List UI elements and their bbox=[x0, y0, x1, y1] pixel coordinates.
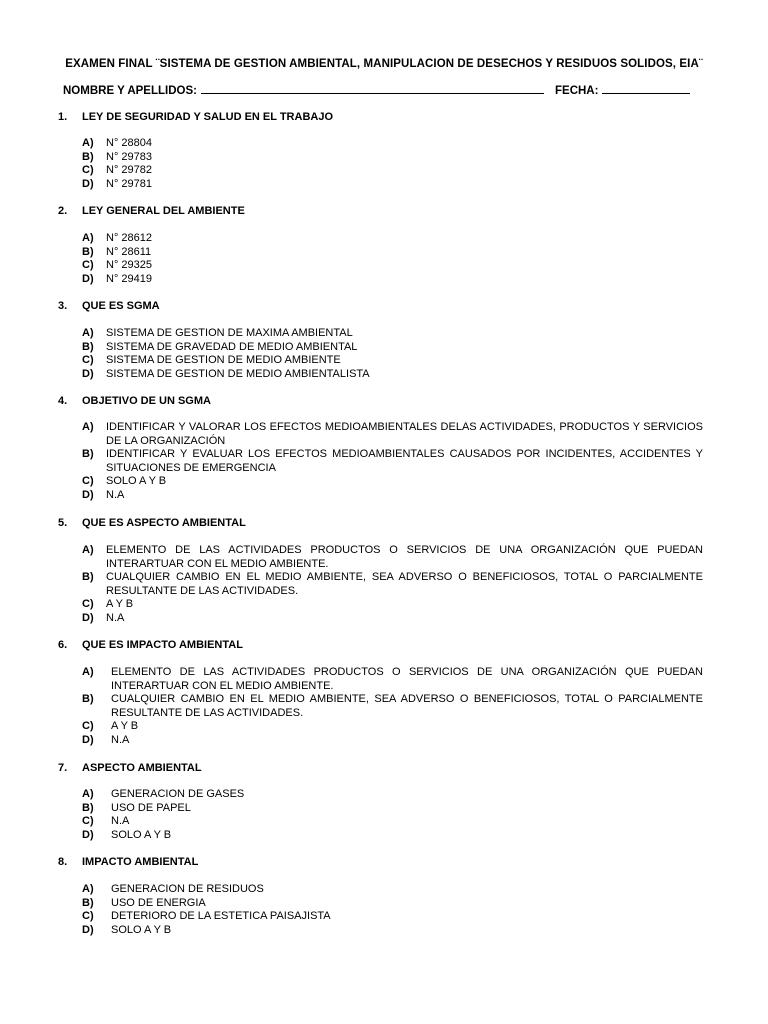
option-item bbox=[82, 341, 703, 355]
option-letter: B) bbox=[82, 693, 94, 706]
option-text: GENERACION DE RESIDUOS bbox=[111, 883, 264, 895]
option-item bbox=[82, 788, 703, 802]
exam-title: EXAMEN FINAL ¨SISTEMA DE GESTION AMBIENTAL, MANIPULACION DE DESECHOS Y RESIDUOS SOLIDOS, EIA¨ bbox=[65, 58, 703, 70]
option-letter: A) bbox=[82, 421, 94, 433]
option-text: SOLO A Y B bbox=[106, 475, 167, 488]
option-letter: B) bbox=[82, 896, 94, 909]
option-letter: B) bbox=[82, 150, 94, 163]
question-number: 8. bbox=[58, 856, 68, 868]
option-letter: A) bbox=[82, 883, 94, 895]
option-text: A Y B bbox=[106, 598, 134, 611]
date-blank[interactable] bbox=[602, 83, 690, 94]
option-item bbox=[82, 910, 703, 924]
question-text: QUE ES ASPECTO AMBIENTAL bbox=[82, 517, 246, 529]
option-letter: B) bbox=[82, 801, 94, 814]
question-text: ASPECTO AMBIENTAL bbox=[82, 762, 202, 774]
option-letter: D) bbox=[82, 488, 94, 501]
question-number: 2. bbox=[58, 205, 68, 217]
option-letter: C) bbox=[82, 164, 94, 177]
question-text: QUE ES SGMA bbox=[82, 300, 160, 312]
option-letter: D) bbox=[82, 611, 94, 624]
question-number: 1. bbox=[58, 111, 68, 123]
option-text: USO DE PAPEL bbox=[111, 801, 191, 814]
option-item bbox=[82, 368, 703, 382]
question-text: OBJETIVO DE UN SGMA bbox=[82, 395, 211, 407]
option-letter: B) bbox=[82, 448, 94, 461]
option-item bbox=[82, 598, 703, 612]
option-list bbox=[82, 137, 703, 191]
option-text: N° 29325 bbox=[106, 259, 152, 272]
option-letter: A) bbox=[82, 137, 94, 149]
option-letter: D) bbox=[82, 272, 94, 285]
option-text: N° 29782 bbox=[106, 164, 152, 177]
option-text: N° 29419 bbox=[106, 272, 152, 285]
option-letter: B) bbox=[82, 571, 94, 584]
option-text: SOLO A Y B bbox=[111, 923, 172, 936]
option-text: N° 29783 bbox=[106, 150, 152, 163]
question-number: 6. bbox=[58, 639, 68, 651]
option-letter: C) bbox=[82, 475, 94, 488]
option-text: N° 29781 bbox=[106, 177, 152, 190]
option-letter: A) bbox=[82, 327, 94, 339]
name-date-line bbox=[63, 83, 703, 97]
option-item bbox=[82, 829, 703, 843]
option-text: A Y B bbox=[111, 720, 139, 733]
option-item bbox=[82, 815, 703, 829]
option-text: N.A bbox=[106, 488, 125, 501]
question-heading bbox=[58, 300, 160, 312]
question-text: QUE ES IMPACTO AMBIENTAL bbox=[82, 639, 243, 651]
name-label: NOMBRE Y APELLIDOS: bbox=[63, 85, 197, 97]
option-item bbox=[82, 489, 703, 503]
question-heading bbox=[58, 517, 246, 529]
question-heading bbox=[58, 205, 245, 217]
option-item bbox=[82, 612, 703, 626]
option-text: IDENTIFICAR Y VALORAR LOS EFECTOS MEDIOAMBIENTALES DELAS ACTIVIDADES, PRODUCTOS Y SERVICIOS DE LA ORGANIZACIÓN bbox=[106, 421, 703, 447]
option-text: N.A bbox=[111, 815, 130, 828]
option-letter: C) bbox=[82, 720, 94, 733]
option-item bbox=[82, 178, 703, 192]
option-text: N.A bbox=[111, 733, 130, 746]
question-heading bbox=[58, 639, 243, 651]
option-item bbox=[82, 164, 703, 178]
option-text: N.A bbox=[106, 611, 125, 624]
option-item bbox=[82, 571, 703, 598]
option-item bbox=[82, 421, 703, 448]
option-text: SISTEMA DE GESTION DE MEDIO AMBIENTALISTA bbox=[106, 367, 370, 380]
option-letter: D) bbox=[82, 733, 94, 746]
option-item bbox=[82, 924, 703, 938]
question-number: 3. bbox=[58, 300, 68, 312]
date-group bbox=[555, 83, 690, 97]
option-letter: A) bbox=[82, 788, 94, 800]
question-text: LEY DE SEGURIDAD Y SALUD EN EL TRABAJO bbox=[82, 111, 334, 123]
option-letter: C) bbox=[82, 259, 94, 272]
option-item bbox=[82, 693, 703, 720]
option-item bbox=[82, 232, 703, 246]
question-number: 4. bbox=[58, 395, 68, 407]
option-item bbox=[82, 354, 703, 368]
option-letter: C) bbox=[82, 354, 94, 367]
option-item bbox=[82, 151, 703, 165]
option-letter: D) bbox=[82, 177, 94, 190]
option-text: N° 28611 bbox=[106, 245, 152, 258]
option-letter: D) bbox=[82, 367, 94, 380]
question-number: 7. bbox=[58, 762, 68, 774]
option-list bbox=[82, 883, 703, 937]
option-text: ELEMENTO DE LAS ACTIVIDADES PRODUCTOS O SERVICIOS DE UNA ORGANIZACIÓN QUE PUEDAN INTERARTUAR CON EL MEDIO AMBIENTE. bbox=[111, 666, 703, 692]
option-list bbox=[82, 327, 703, 381]
option-list bbox=[82, 421, 703, 503]
question-text: IMPACTO AMBIENTAL bbox=[82, 856, 199, 868]
option-letter: A) bbox=[82, 666, 94, 678]
question-number: 5. bbox=[58, 517, 68, 529]
option-text: ELEMENTO DE LAS ACTIVIDADES PRODUCTOS O SERVICIOS DE UNA ORGANIZACIÓN QUE PUEDAN INTERARTUAR CON EL MEDIO AMBIENTE. bbox=[106, 544, 703, 570]
option-item bbox=[82, 666, 703, 693]
option-text: GENERACION DE GASES bbox=[111, 788, 245, 800]
option-item bbox=[82, 802, 703, 816]
option-item bbox=[82, 475, 703, 489]
option-letter: B) bbox=[82, 245, 94, 258]
option-text: CUALQUIER CAMBIO EN EL MEDIO AMBIENTE, SEA ADVERSO O BENEFICIOSOS, TOTAL O PARCIALMENTE RESULTANTE DE LAS ACTIVIDADES. bbox=[106, 571, 703, 597]
option-item bbox=[82, 734, 703, 748]
option-letter: C) bbox=[82, 815, 94, 828]
option-item bbox=[82, 897, 703, 911]
date-label: FECHA: bbox=[555, 85, 599, 97]
option-text: SISTEMA DE GESTION DE MEDIO AMBIENTE bbox=[106, 354, 341, 367]
question-heading bbox=[58, 395, 211, 407]
option-letter: C) bbox=[82, 910, 94, 923]
option-text: CUALQUIER CAMBIO EN EL MEDIO AMBIENTE, SEA ADVERSO O BENEFICIOSOS, TOTAL O PARCIALMENTE RESULTANTE DE LAS ACTIVIDADES. bbox=[111, 693, 703, 719]
option-item bbox=[82, 137, 703, 151]
question-heading bbox=[58, 856, 198, 868]
option-item bbox=[82, 259, 703, 273]
option-item bbox=[82, 720, 703, 734]
question-heading bbox=[58, 762, 202, 774]
option-list bbox=[82, 232, 703, 286]
question-heading bbox=[58, 111, 333, 123]
option-text: SISTEMA DE GESTION DE MAXIMA AMBIENTAL bbox=[106, 327, 353, 339]
option-text: SOLO A Y B bbox=[111, 828, 172, 841]
option-list bbox=[82, 544, 703, 626]
option-list bbox=[82, 666, 703, 748]
option-letter: A) bbox=[82, 544, 94, 556]
option-text: IDENTIFICAR Y EVALUAR LOS EFECTOS MEDIOAMBIENTALES CAUSADOS POR INCIDENTES, ACCIDENTES Y SITUACIONES DE EMERGENCIA bbox=[106, 448, 703, 474]
option-item bbox=[82, 273, 703, 287]
option-text: USO DE ENERGIA bbox=[111, 896, 206, 909]
option-text: N° 28612 bbox=[106, 232, 152, 244]
option-letter: B) bbox=[82, 340, 94, 353]
option-item bbox=[82, 883, 703, 897]
option-list bbox=[82, 788, 703, 842]
option-text: SISTEMA DE GRAVEDAD DE MEDIO AMBIENTAL bbox=[106, 340, 358, 353]
option-item bbox=[82, 544, 703, 571]
option-item bbox=[82, 246, 703, 260]
option-letter: C) bbox=[82, 598, 94, 611]
option-letter: D) bbox=[82, 923, 94, 936]
option-text: N° 28804 bbox=[106, 137, 152, 149]
option-letter: A) bbox=[82, 232, 94, 244]
option-item bbox=[82, 327, 703, 341]
question-text: LEY GENERAL DEL AMBIENTE bbox=[82, 205, 245, 217]
name-blank[interactable] bbox=[201, 83, 544, 94]
option-text: DETERIORO DE LA ESTETICA PAISAJISTA bbox=[111, 910, 331, 923]
option-letter: D) bbox=[82, 828, 94, 841]
option-item bbox=[82, 448, 703, 475]
